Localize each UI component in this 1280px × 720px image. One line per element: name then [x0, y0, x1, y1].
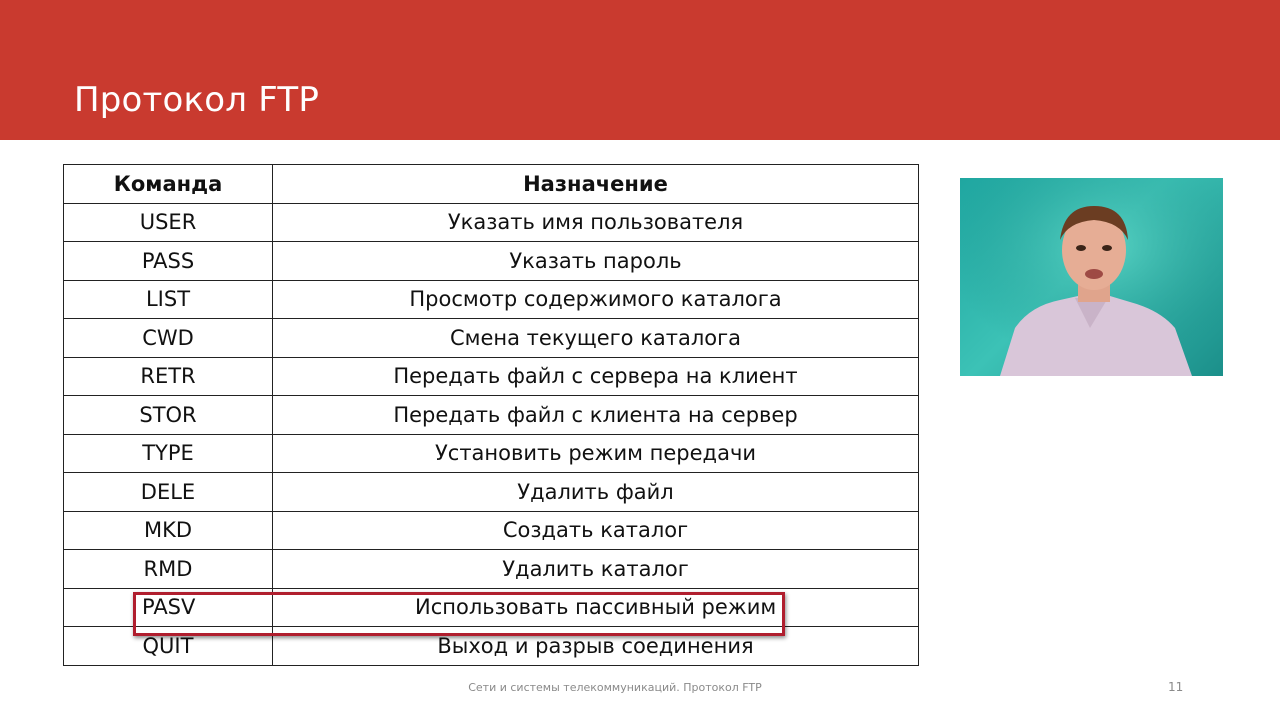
page-number: 11 — [1168, 680, 1184, 694]
command-cell: CWD — [64, 319, 273, 358]
purpose-cell: Удалить каталог — [273, 550, 919, 589]
table-row — [64, 473, 919, 512]
command-cell: DELE — [64, 473, 273, 512]
command-cell: RETR — [64, 357, 273, 396]
slide-title: Протокол FTP — [74, 80, 320, 120]
presenter-video — [960, 178, 1223, 376]
table-row — [64, 280, 919, 319]
table-header-row — [64, 165, 919, 204]
command-cell: TYPE — [64, 434, 273, 473]
purpose-cell: Использовать пассивный режим — [273, 588, 919, 627]
purpose-cell: Создать каталог — [273, 511, 919, 550]
table-row — [64, 242, 919, 281]
command-cell: PASV — [64, 588, 273, 627]
purpose-cell: Указать пароль — [273, 242, 919, 281]
presenter-figure — [960, 178, 1223, 376]
table-row — [64, 511, 919, 550]
table-row — [64, 203, 919, 242]
purpose-cell: Удалить файл — [273, 473, 919, 512]
purpose-cell: Просмотр содержимого каталога — [273, 280, 919, 319]
table-row — [64, 434, 919, 473]
command-cell: PASS — [64, 242, 273, 281]
command-cell: STOR — [64, 396, 273, 435]
purpose-cell: Указать имя пользователя — [273, 203, 919, 242]
ftp-commands-table — [63, 164, 919, 666]
table-row — [64, 396, 919, 435]
purpose-cell: Передать файл с клиента на сервер — [273, 396, 919, 435]
command-cell: QUIT — [64, 627, 273, 666]
command-cell: MKD — [64, 511, 273, 550]
purpose-cell: Смена текущего каталога — [273, 319, 919, 358]
command-cell: USER — [64, 203, 273, 242]
table-row — [64, 357, 919, 396]
header-command: Команда — [64, 165, 273, 204]
command-cell: RMD — [64, 550, 273, 589]
purpose-cell: Установить режим передачи — [273, 434, 919, 473]
purpose-cell: Передать файл с сервера на клиент — [273, 357, 919, 396]
table-row — [64, 550, 919, 589]
table-row — [64, 319, 919, 358]
header-purpose: Назначение — [273, 165, 919, 204]
highlight-frame — [133, 592, 785, 636]
slide-footer: Сети и системы телекоммуникаций. Протокол FTP — [468, 681, 762, 694]
purpose-cell: Выход и разрыв соединения — [273, 627, 919, 666]
command-cell: LIST — [64, 280, 273, 319]
